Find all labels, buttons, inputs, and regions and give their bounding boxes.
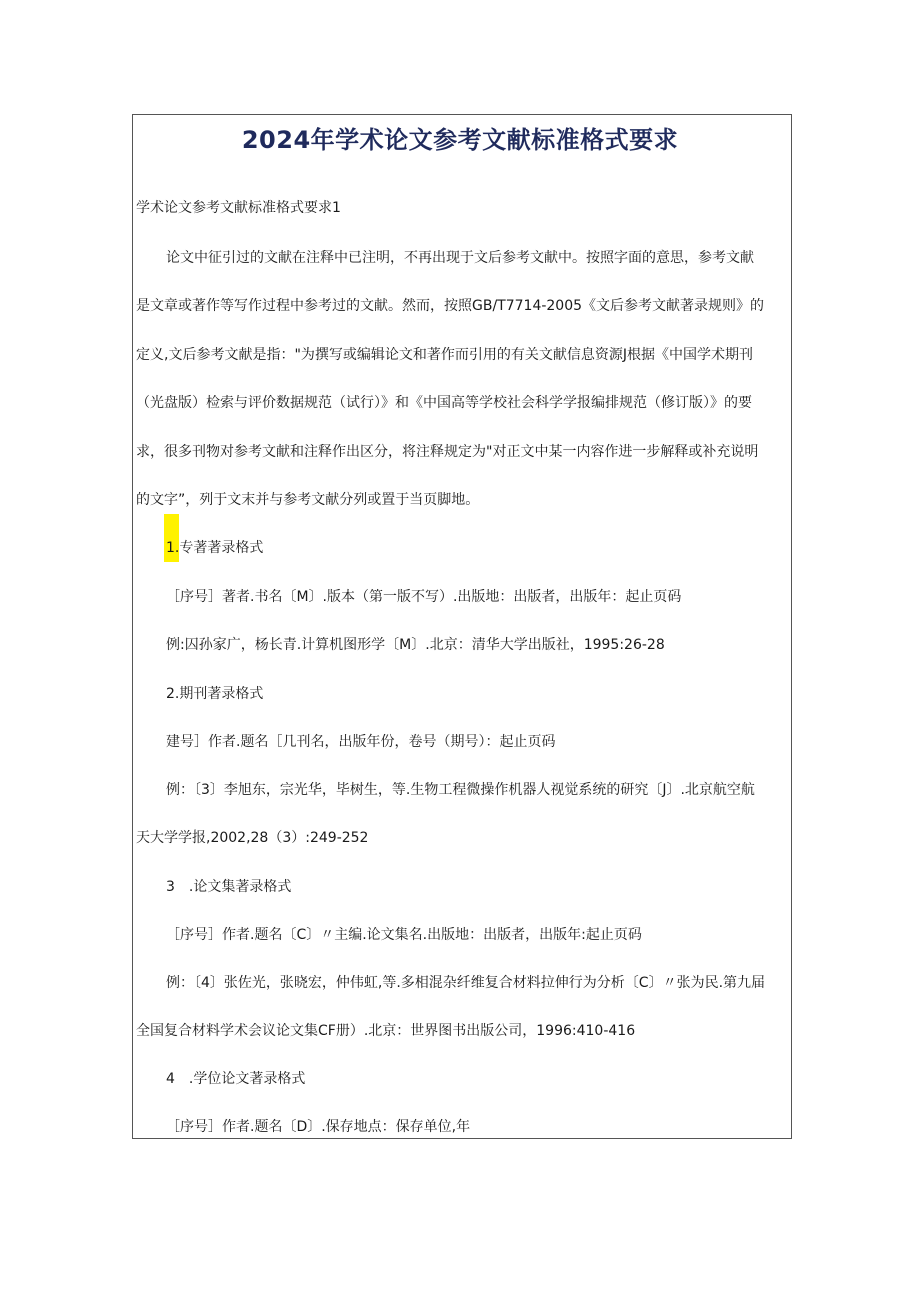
section-heading-1: 1.专著著录格式 [166, 540, 264, 556]
document-title: 2024年学术论文参考文献标准格式要求 [241, 126, 679, 154]
section-example-3: 例：〔4〕张佐光，张晓宏，仲伟虹,等.多相混杂纤维复合材料拉伸行为分析〔C〕〃张为民.第九届 [166, 975, 766, 991]
section-format-3: ［序号］作者.题名〔C〕〃主编.论文集名.出版地：出版者，出版年:起止页码 [166, 927, 642, 943]
section-format-4: ［序号］作者.题名〔D〕.保存地点：保存单位,年 [166, 1119, 471, 1135]
intro-line: 求，很多刊物对参考文献和注释作出区分，将注释规定为"对正文中某一内容作进一步解释或补充说明 [136, 444, 759, 460]
section-example-2: 例：〔3〕李旭东，宗光华，毕树生，等.生物工程微操作机器人视觉系统的研究〔J〕.北京航空航 [166, 782, 755, 798]
section-heading-4: 4 .学位论文著录格式 [166, 1071, 306, 1087]
intro-line: 论文中征引过的文献在注释中已注明，不再出现于文后参考文献中。按照字面的意思，参考文献 [166, 250, 754, 266]
intro-line: 的文字”，列于文末并与参考文献分列或置于当页脚地。 [136, 492, 480, 508]
intro-line: 是文章或著作等写作过程中参考过的文献。然而，按照GB/T7714-2005《文后参考文献著录规则》的 [136, 298, 765, 314]
section-example-1: 例:囚孙家广，杨长青.计算机图形学〔M〕.北京：清华大学出版社，1995:26-28 [166, 637, 665, 653]
subtitle: 学术论文参考文献标准格式要求1 [136, 200, 341, 216]
intro-line: 定义,文后参考文献是指："为撰写或编辑论文和著作而引用的有关文献信息资源J根据《中国学术期刊 [136, 347, 754, 363]
intro-line: （光盘版）检索与评价数据规范（试行）》和《中国高等学校社会科学学报编排规范（修订版）》的要 [136, 395, 752, 411]
section-example-3-cont: 全国复合材料学术会议论文集CF册）.北京：世界图书出版公司，1996:410-416 [136, 1023, 636, 1039]
section-example-2-cont: 天大学学报,2002,28（3）:249-252 [136, 830, 369, 846]
section-format-1: ［序号］著者.书名〔M〕.版本（第一版不写）.出版地：出版者，出版年：起止页码 [166, 589, 682, 605]
section-heading-2: 2.期刊著录格式 [166, 686, 264, 702]
section-heading-3: 3 .论文集著录格式 [166, 879, 292, 895]
section-format-2: 建号］作者.题名［几刊名，出版年份，卷号（期号）：起止页码 [166, 734, 556, 750]
